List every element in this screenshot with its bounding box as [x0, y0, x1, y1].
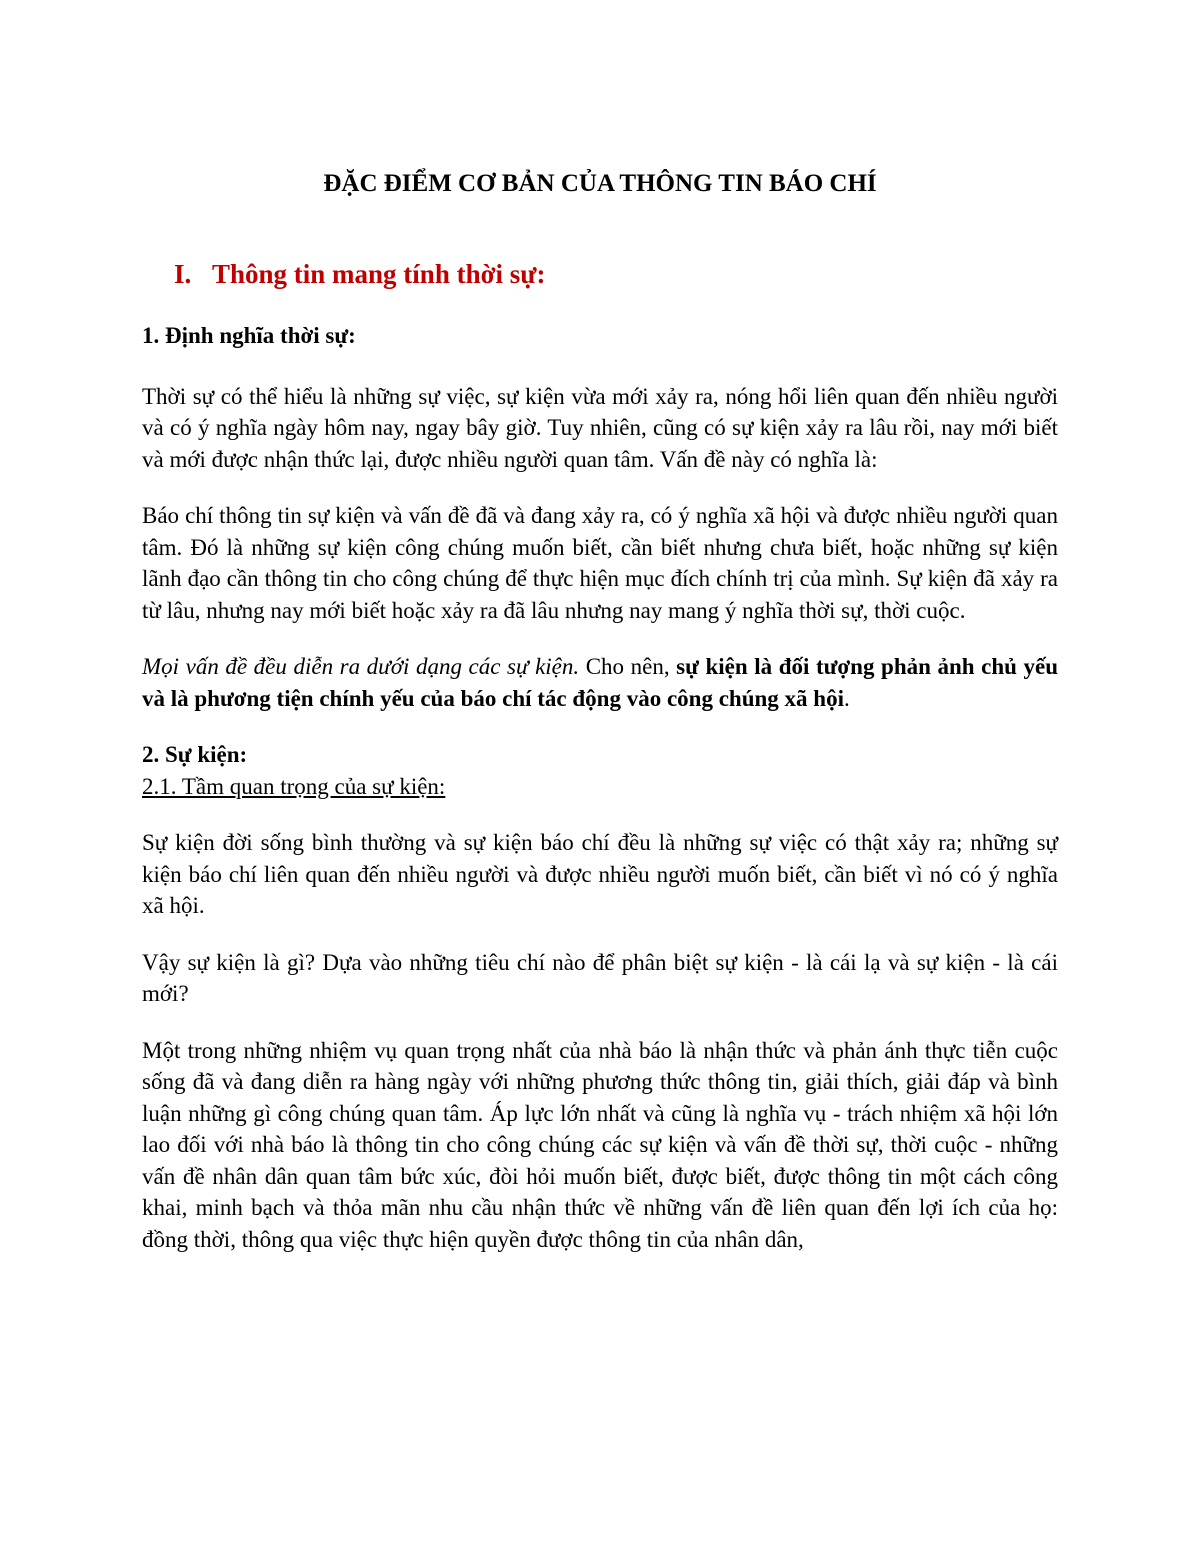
- document-body: [142, 168, 1058, 1255]
- end-punctuation: .: [843, 685, 850, 711]
- subsection-heading-1: 1. Định nghĩa thời sự:: [142, 323, 356, 348]
- section-heading-1: [142, 258, 1058, 290]
- subsection-heading-2: 2. Sự kiện:: [142, 742, 248, 767]
- paragraph-event-importance: Sự kiện đời sống bình thường và sự kiện báo chí đều là những sự việc có thật xảy ra; những sự kiện báo chí liên quan đến nhiều người và được nhiều người muốn biết, cần biết vì nó có ý nghĩa xã hội.: [142, 830, 1058, 918]
- bold-phrase: sự kiện là đối tượng phản ảnh chủ yếu và là phương tiện chính yếu của báo chí tác động vào công chúng xã hội: [142, 654, 1058, 711]
- normal-phrase: Cho nên,: [579, 654, 677, 679]
- paragraph-press-info: Báo chí thông tin sự kiện và vấn đề đã và đang xảy ra, có ý nghĩa xã hội và được nhiều người quan tâm. Đó là những sự kiện công chúng muốn biết, cần biết nhưng chưa biết, hoặc những sự kiện lãnh đạo cần thông tin cho công chúng để thực hiện mục đích chính trị của mình. Sự kiện đã xảy ra từ lâu, nhưng nay mới biết hoặc xảy ra đã lâu nhưng nay mang ý nghĩa thời sự, thời cuộc.: [142, 503, 1058, 623]
- document-title: ĐẶC ĐIỂM CƠ BẢN CỦA THÔNG TIN BÁO CHÍ: [323, 170, 877, 197]
- paragraph-events-object: [142, 651, 1058, 714]
- paragraph-journalist-duty: Một trong những nhiệm vụ quan trọng nhất của nhà báo là nhận thức và phản ánh thực tiễn cuộc sống đã và đang diễn ra hàng ngày với những phương thức thông tin, giải thích, giải đáp và bình luận những gì công chúng quan tâm. Áp lực lớn nhất và cũng là nghĩa vụ - trách nhiệm xã hội lớn lao đối với nhà báo là thông tin cho công chúng các sự kiện và vấn đề thời sự, thời cuộc - những vấn đề nhân dân quan tâm bức xúc, đòi hỏi muốn biết, được biết, được thông tin một cách công khai, minh bạch và thỏa mãn nhu cầu nhận thức về những vấn đề liên quan đến lợi ích của họ: đồng thời, thông qua việc thực hiện quyền được thông tin của nhân dân,: [142, 1037, 1058, 1252]
- subsection-subheading-2-1: 2.1. Tầm quan trọng của sự kiện:: [142, 773, 446, 799]
- section-heading-text: Thông tin mang tính thời sự:: [212, 259, 546, 289]
- paragraph-definition: Thời sự có thể hiểu là những sự việc, sự kiện vừa mới xảy ra, nóng hổi liên quan đến nhiều người và có ý nghĩa ngày hôm nay, ngay bây giờ. Tuy nhiên, cũng có sự kiện xảy ra lâu rồi, nay mới biết và mới được nhận thức lại, được nhiều người quan tâm. Vấn đề này có nghĩa là:: [142, 383, 1058, 472]
- section-number: I.: [174, 259, 192, 289]
- italic-phrase: Mọi vấn đề đều diễn ra dưới dạng các sự kiện.: [142, 654, 580, 679]
- paragraph-question: Vậy sự kiện là gì? Dựa vào những tiêu chí nào để phân biệt sự kiện - là cái lạ và sự kiện - là cái mới?: [142, 949, 1058, 1006]
